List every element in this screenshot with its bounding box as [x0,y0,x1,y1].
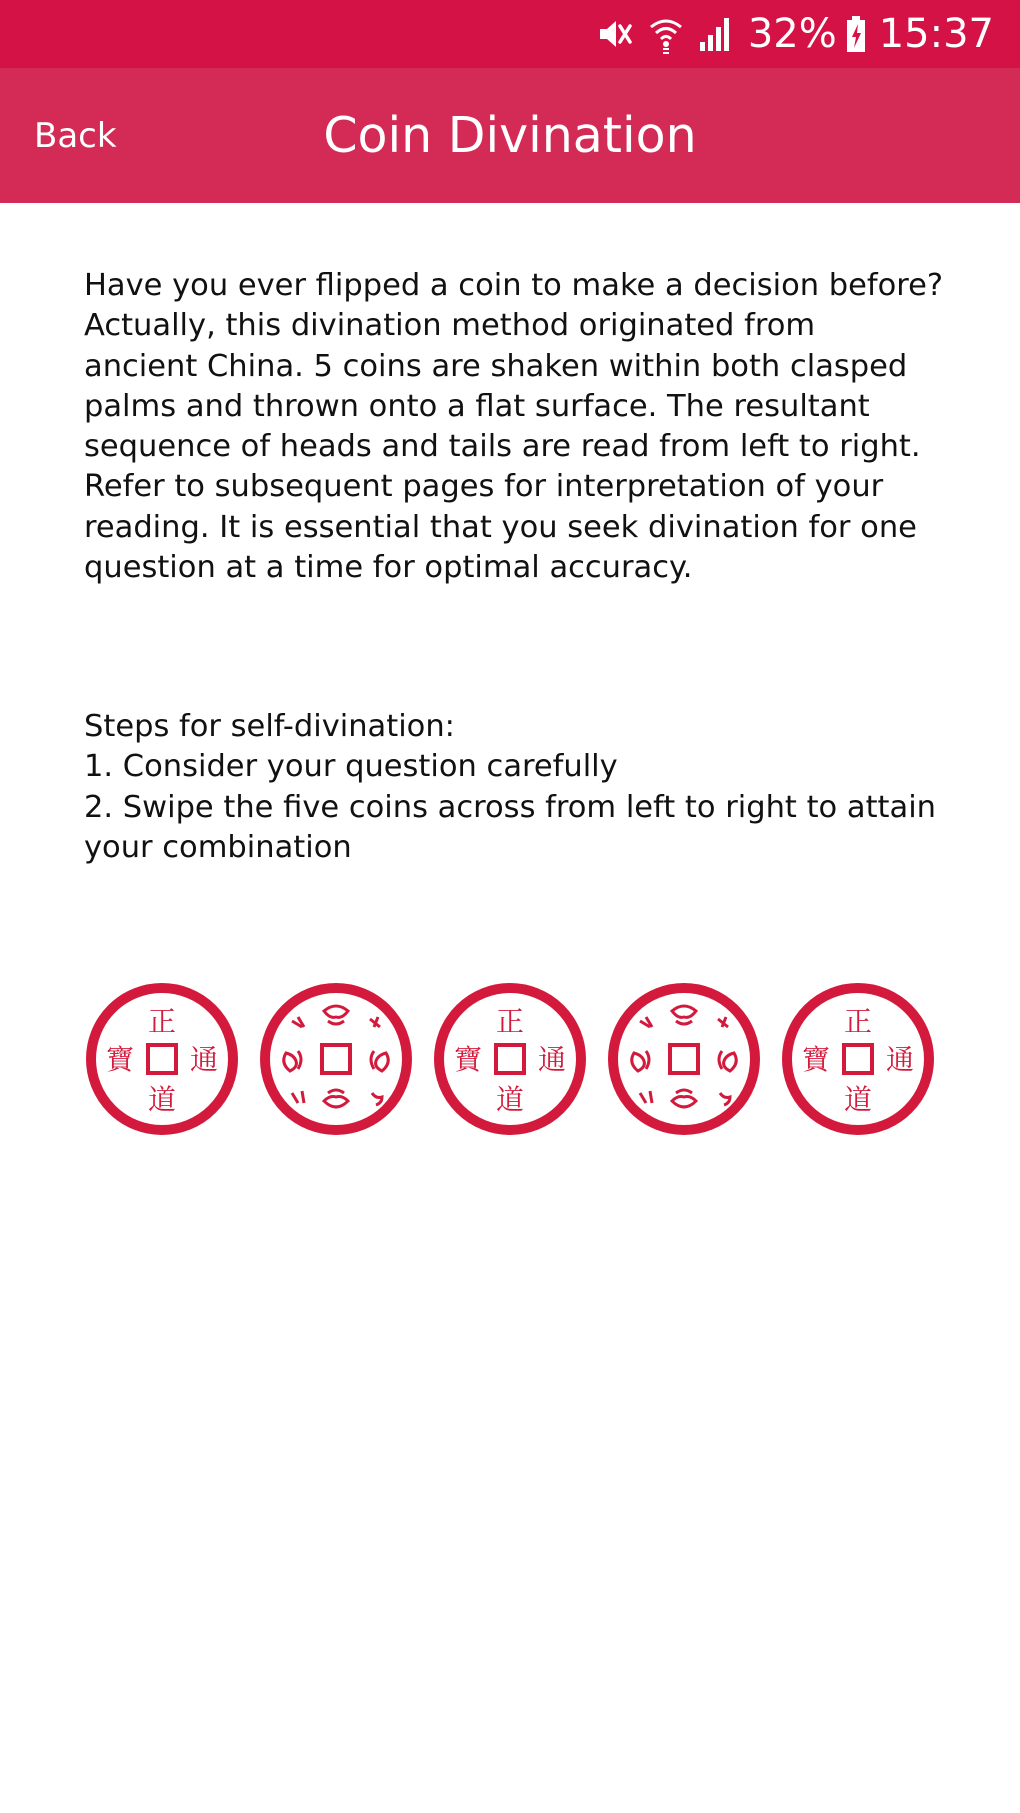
intro-paragraph [84,266,954,588]
step-line: your combination [84,829,352,865]
battery-charging-icon [845,14,867,54]
intro-line: Have you ever flipped a coin to make a decision before? [84,268,944,303]
page-title: Coin Divination [323,107,697,164]
intro-line: Refer to subsequent pages for interpretation of your [84,469,884,505]
wifi-icon [648,14,684,54]
coin-row [84,981,944,1137]
coin-char-left: 寶 [453,1043,483,1076]
intro-line: question at a time for optimal accuracy. [84,550,693,586]
coin-char-top: 正 [843,1005,873,1038]
back-button[interactable]: Back [34,116,117,156]
coin-3[interactable] [432,981,588,1137]
intro-line: Actually, this divination method originated from [84,308,816,344]
intro-line: sequence of heads and tails are read from left to right. [84,429,921,465]
app-bar [0,68,1020,203]
steps-heading: Steps for self-divination: [84,709,455,744]
intro-line: palms and thrown onto a flat surface. The resultant [84,388,870,424]
step-line: 1. Consider your question carefully [84,749,618,785]
coin-char-bottom: 道 [147,1083,177,1116]
coin-char-left: 寶 [801,1043,831,1076]
clock: 15:37 [878,11,994,57]
mute-vibrate-icon [594,14,634,54]
coin-tails-icon [258,981,414,1137]
steps-section [84,707,954,868]
intro-line: reading. It is essential that you seek divination for one [84,509,917,545]
coin-char-bottom: 道 [843,1083,873,1116]
status-bar [0,0,1020,68]
coin-char-left: 寶 [105,1043,135,1076]
coin-2[interactable] [258,981,414,1137]
intro-line: ancient China. 5 coins are shaken within both clasped [84,348,908,384]
coin-char-top: 正 [147,1005,177,1038]
coin-heads-icon [780,981,936,1137]
coin-4[interactable] [606,981,762,1137]
coin-char-right: 通 [885,1043,915,1076]
coin-5[interactable] [780,981,936,1137]
coin-heads-icon [432,981,588,1137]
coin-1[interactable] [84,981,240,1137]
coin-heads-icon [84,981,240,1137]
battery-percent: 32% [747,11,837,57]
signal-icon [698,14,734,54]
step-line: 2. Swipe the five coins across from left to right to attain [84,789,937,825]
coin-tails-icon [606,981,762,1137]
coin-char-right: 通 [189,1043,219,1076]
coin-char-bottom: 道 [495,1083,525,1116]
coin-char-top: 正 [495,1005,525,1038]
coin-char-right: 通 [537,1043,567,1076]
